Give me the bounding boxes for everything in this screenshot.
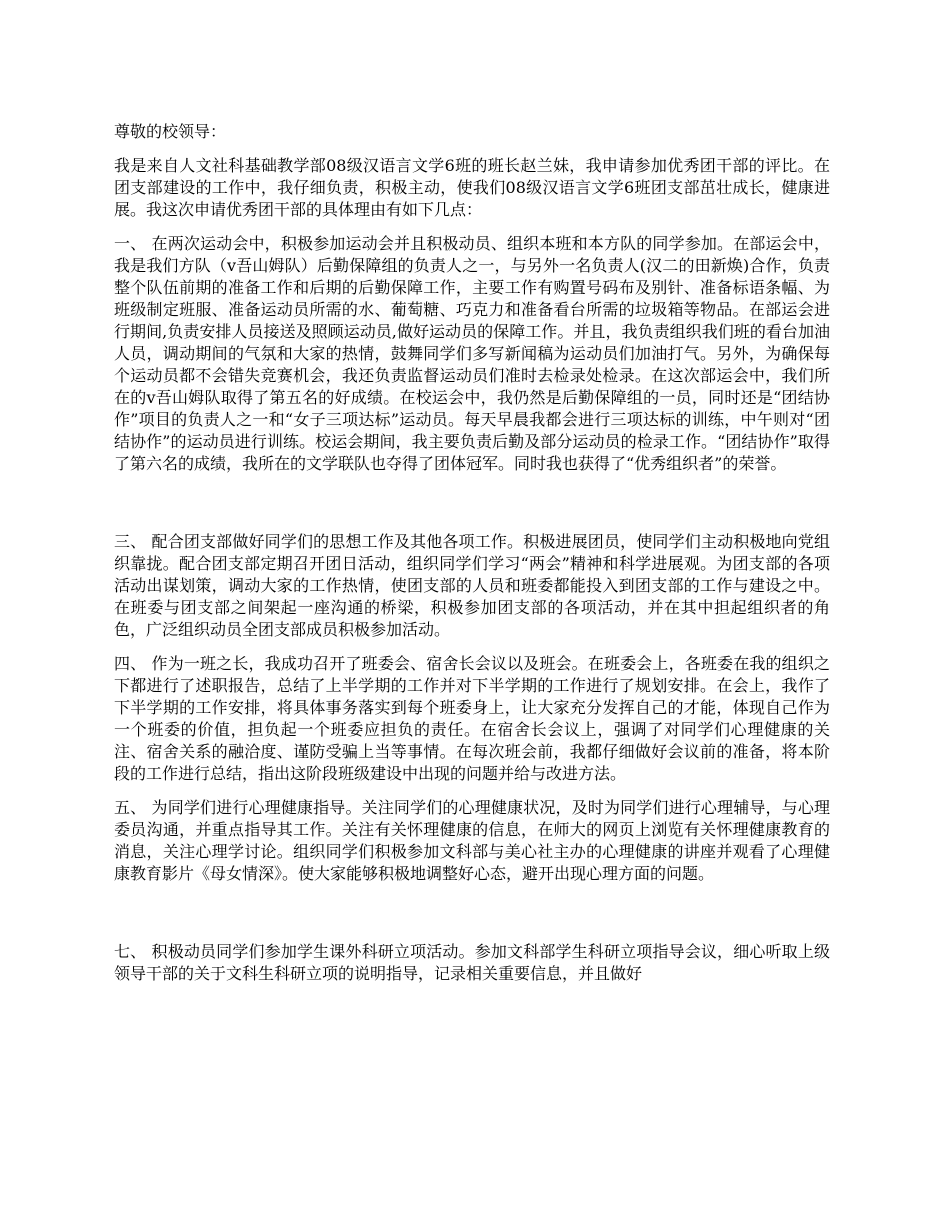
intro-paragraph: 我是来自人文社科基础教学部08级汉语言文学6班的班长赵兰妹，我申请参加优秀团干部的评比。在团支部建设的工作中，我仔细负责，积极主动，使我们08级汉语言文学6班团支部茁壮成长，健康进展。我这次申请优秀团干部的具体理由有如下几点： [114, 156, 830, 219]
paragraph-item-1: 一、 在两次运动会中，积极参加运动会并且积极动员、组织本班和本方队的同学参加。在部运会中，我是我们方队（v吾山姆队）后勤保障组的负责人之一，与另外一名负责人(汉二的田新焕)合作，负责整个队伍前期的准备工作和后期的后勤保障工作，主要工作有购置号码布及别针、准备标语条幅、为班级制定班服、准备运动员所需的水、葡萄糖、巧克力和准备看台所需的垃圾箱等物品。在部运会进行期间,负责安排人员接送及照顾运动员,做好运动员的保障工作。并且，我负责组织我们班的看台加油人员，调动期间的气氛和大家的热情，鼓舞同学们多写新闻稿为运动员们加油打气。另外，为确保每个运动员都不会错失竞赛机会，我还负责监督运动员们准时去检录处检录。在这次部运会中，我们所在的v吾山姆队取得了第五名的好成绩。在校运会中，我仍然是后勤保障组的一员，同时还是“团结协作”项目的负责人之一和“女子三项达标”运动员。每天早晨我都会进行三项达标的训练，中午则对“团结协作”的运动员进行训练。校运会期间，我主要负责后勤及部分运动员的检录工作。“团结协作”取得了第六名的成绩，我所在的文学联队也夺得了团体冠军。同时我也获得了“优秀组织者”的荣誉。 [114, 234, 830, 473]
paragraph-item-7: 七、 积极动员同学们参加学生课外科研立项活动。参加文科部学生科研立项指导会议，细心听取上级领导干部的关于文科生科研立项的说明指导，记录相关重要信息，并且做好 [114, 942, 830, 983]
salutation: 尊敬的校领导： [114, 122, 227, 141]
paragraph-item-4: 四、 作为一班之长，我成功召开了班委会、宿舍长会议以及班会。在班委会上，各班委在我的组织之下都进行了述职报告，总结了上半学期的工作并对下半学期的工作进行了规划安排。在会上，我作了下半学期的工作安排，将具体事务落实到每个班委身上，让大家充分发挥自己的才能，体现自己作为一个班委的价值，担负起一个班委应担负的责任。在宿舍长会议上，强调了对同学们心理健康的关注、宿舍关系的融洽度、谨防受骗上当等事情。在每次班会前，我都仔细做好会议前的准备，将本阶段的工作进行总结，指出这阶段班级建设中出现的问题并给与改进方法。 [114, 654, 830, 783]
paragraph-item-3: 三、 配合团支部做好同学们的思想工作及其他各项工作。积极进展团员，使同学们主动积极地向党组织靠拢。配合团支部定期召开团日活动，组织同学们学习“两会”精神和科学进展观。为团支部的各项活动出谋划策，调动大家的工作热情，使团支部的人员和班委都能投入到团支部的工作与建设之中。在班委与团支部之间架起一座沟通的桥梁，积极参加团支部的各项活动，并在其中担起组织者的角色，广泛组织动员全团支部成员积极参加活动。 [114, 532, 830, 639]
document-page [114, 121, 830, 985]
paragraph-item-5: 五、 为同学们进行心理健康指导。关注同学们的心理健康状况，及时为同学们进行心理辅导，与心理委员沟通，并重点指导其工作。关注有关怀理健康的信息，在师大的网页上浏览有关怀理健康教育的消息，关注心理学讨论。组织同学们积极参加文科部与美心社主办的心理健康的讲座并观看了心理健康教育影片《母女情深》。使大家能够积极地调整好心态，避开出现心理方面的问题。 [114, 798, 830, 883]
